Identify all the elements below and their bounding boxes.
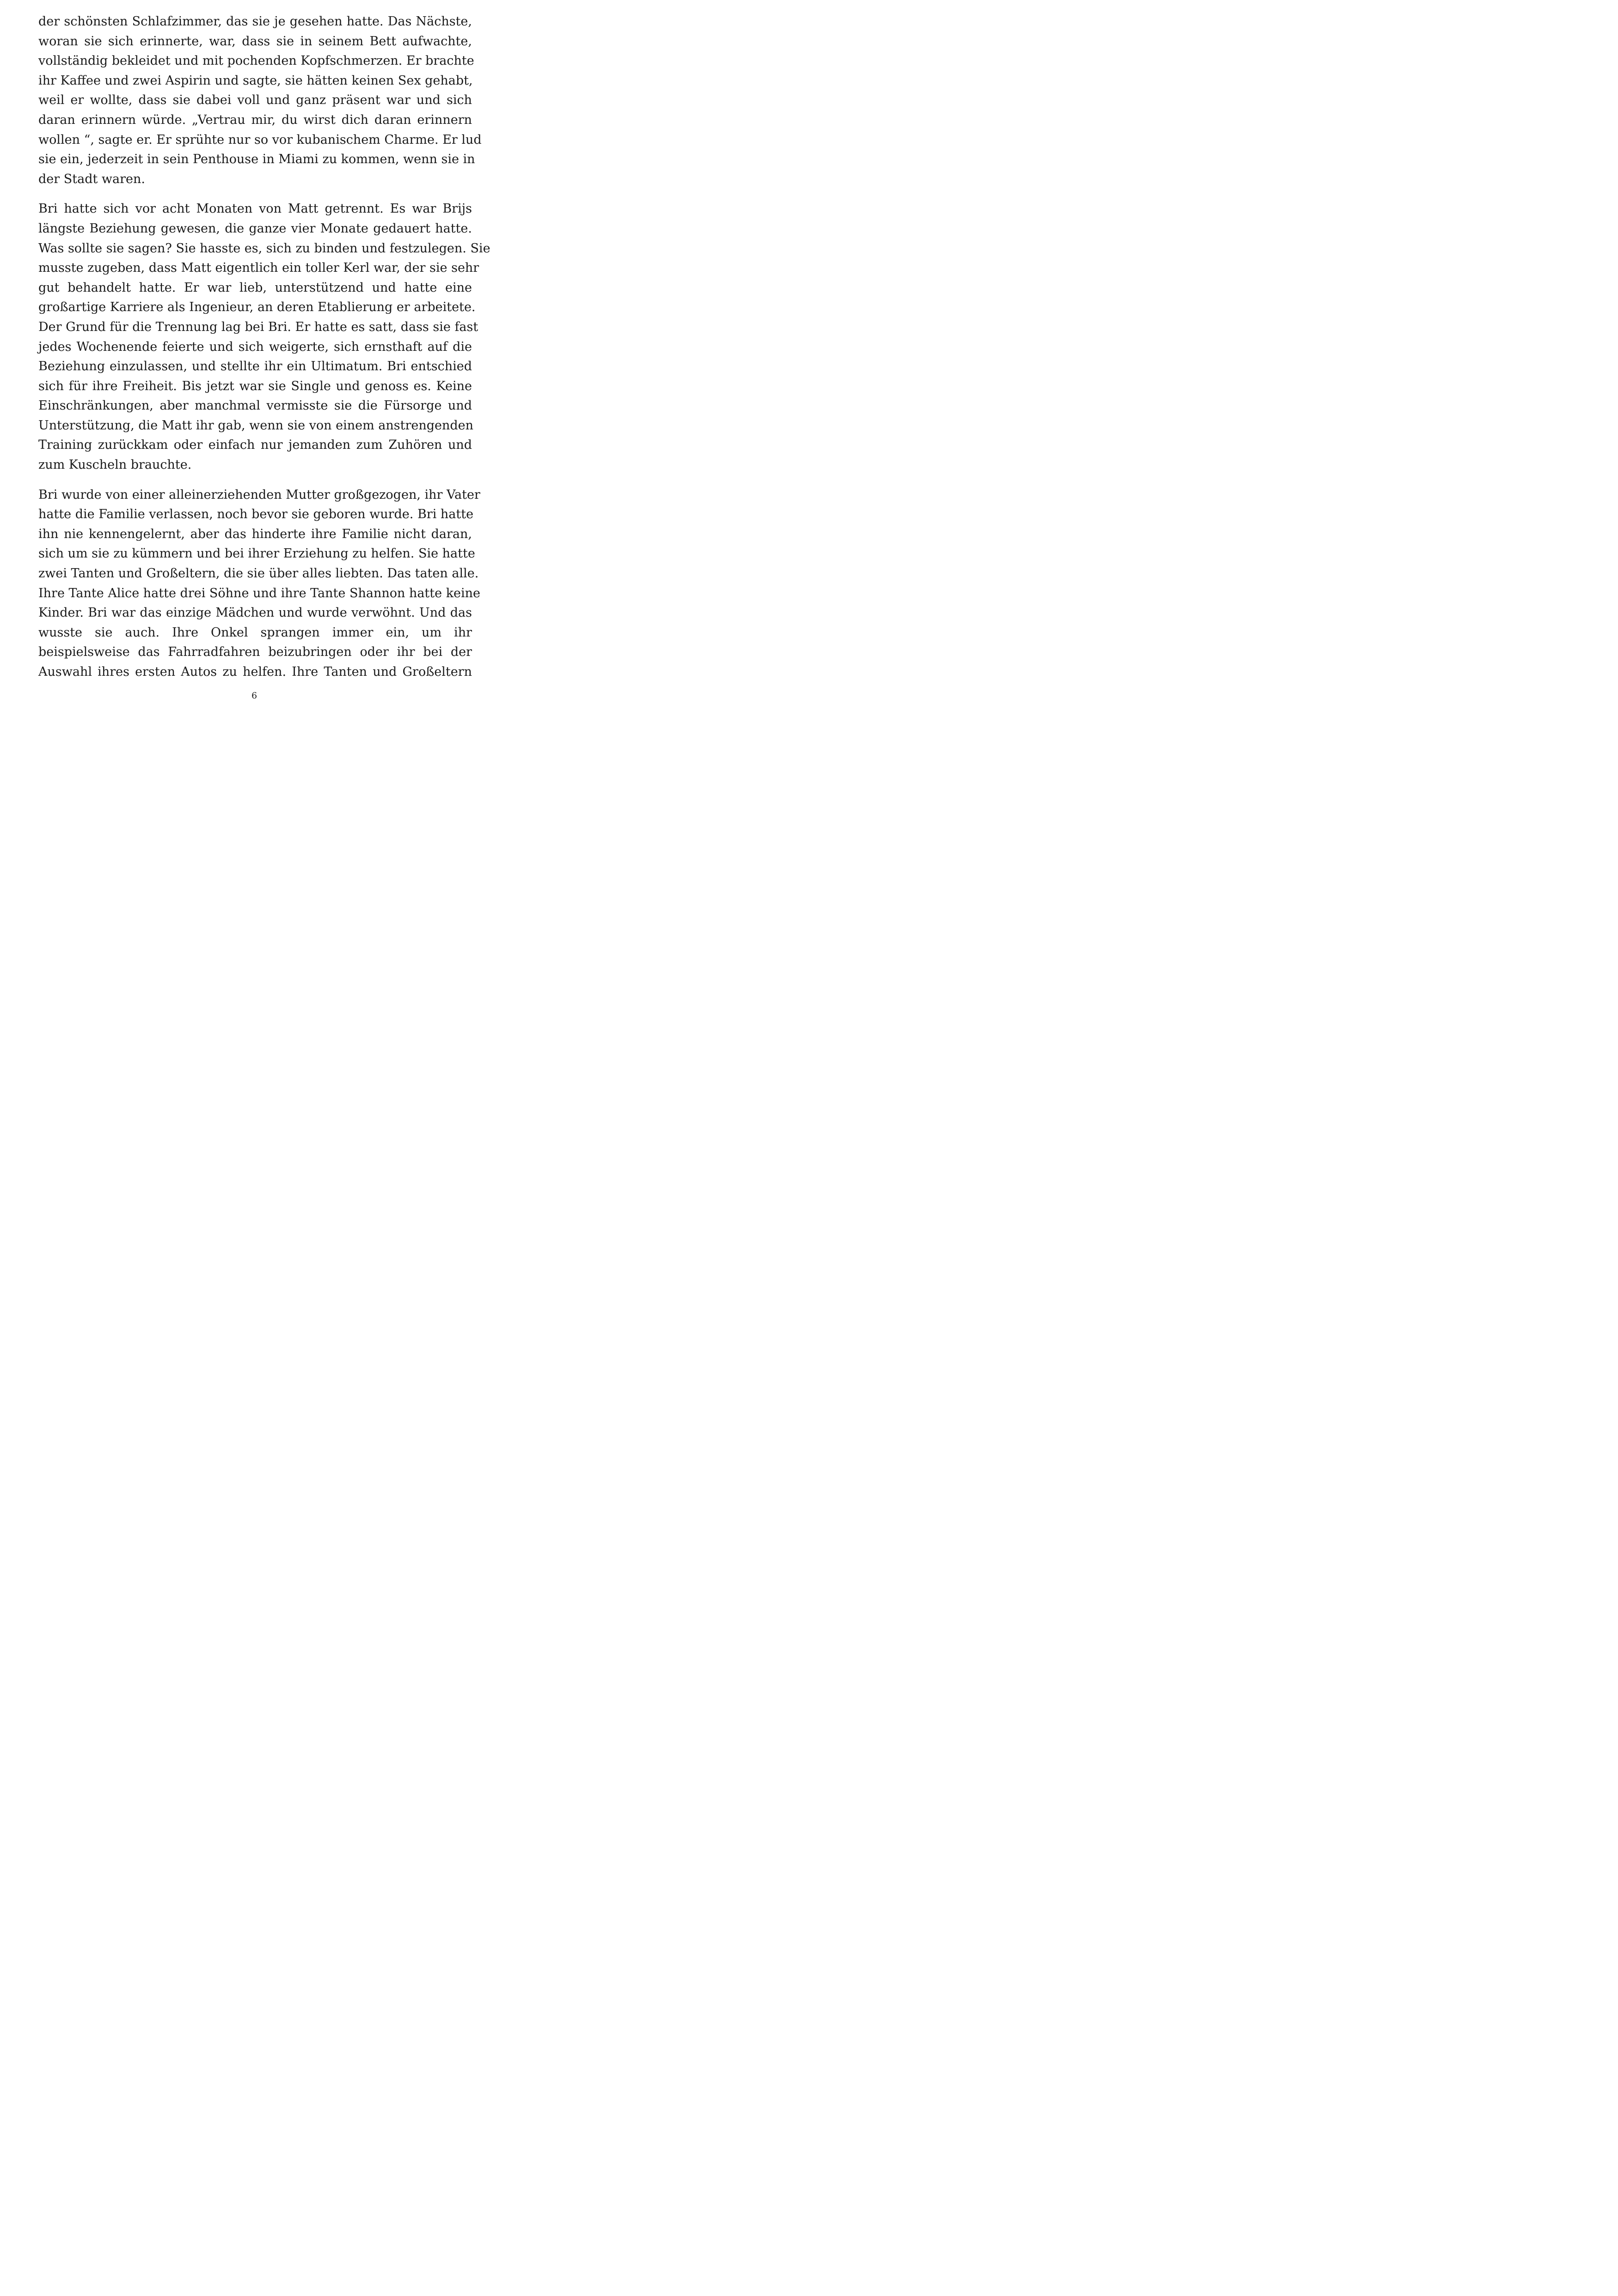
text-line: weil er wollte, dass sie dabei voll und ganz präsent war und sich [38,93,472,108]
text-line: jedes Wochenende feierte und sich weigerte, sich ernsthaft auf die [38,339,472,354]
text-line: Ihre Tante Alice hatte drei Söhne und ihre Tante Shannon hatte keine [38,586,481,600]
text-line: Bri wurde von einer alleinerziehenden Mutter großgezogen, ihr Vater [38,487,480,502]
text-line: wusste sie auch. Ihre Onkel sprangen immer ein, um ihr [38,625,472,640]
text-line: daran erinnern würde. „Vertrau mir, du wirst dich daran erinnern [38,112,472,127]
text-line: sich um sie zu kümmern und bei ihrer Erziehung zu helfen. Sie hatte [38,546,475,561]
document-page [0,0,509,722]
paragraph [38,199,490,475]
text-line: zum Kuscheln brauchte. [38,458,192,472]
text-line: Unterstützung, die Matt ihr gab, wenn sie von einem anstrengenden [38,418,474,433]
text-line: Kinder. Bri war das einzige Mädchen und wurde verwöhnt. Und das [38,606,472,620]
text-line: Der Grund für die Trennung lag bei Bri. Er hatte es satt, dass sie fast [38,319,478,334]
text-line: beispielsweise das Fahrradfahren beizubringen oder ihr bei der [38,645,472,660]
text-line: Beziehung einzulassen, und stellte ihr ein Ultimatum. Bri entschied [38,359,472,374]
text-line: sich für ihre Freiheit. Bis jetzt war sie Single und genoss es. Keine [38,379,472,393]
text-line: ihn nie kennengelernt, aber das hinderte ihre Familie nicht daran, [38,527,472,541]
text-line: gut behandelt hatte. Er war lieb, unterstützend und hatte eine [38,280,472,295]
text-line: ihr Kaffee und zwei Aspirin und sagte, sie hätten keinen Sex gehabt, [38,73,473,88]
paragraph [38,12,482,189]
text-line: Was sollte sie sagen? Sie hasste es, sich zu binden und festzulegen. Sie [38,241,490,256]
text-line: Einschränkungen, aber manchmal vermisste sie die Fürsorge und [38,398,472,413]
text-line: sie ein, jederzeit in sein Penthouse in Miami zu kommen, wenn sie in [38,152,475,167]
text-line: der schönsten Schlafzimmer, das sie je gesehen hatte. Das Nächste, [38,14,472,29]
text-line: Bri hatte sich vor acht Monaten von Matt getrennt. Es war Brijs [38,202,472,216]
text-line: längste Beziehung gewesen, die ganze vier Monate gedauert hatte. [38,221,472,236]
page-number: 6 [251,691,257,701]
text-line: großartige Karriere als Ingenieur, an deren Etablierung er arbeitete. [38,300,476,315]
text-line: zwei Tanten und Großeltern, die sie über alles liebten. Das taten alle. [38,566,479,581]
text-line: musste zugeben, dass Matt eigentlich ein toller Kerl war, der sie sehr [38,261,479,276]
text-line: Auswahl ihres ersten Autos zu helfen. Ihre Tanten und Großeltern [38,665,472,679]
text-line: wollen “, sagte er. Er sprühte nur so vor kubanischem Charme. Er lud [38,132,482,147]
text-line: vollständig bekleidet und mit pochenden Kopfschmerzen. Er brachte [38,54,474,68]
paragraph [38,485,481,682]
text-line: hatte die Familie verlassen, noch bevor sie geboren wurde. Bri hatte [38,507,474,522]
body-text [38,12,490,692]
text-line: Training zurückkam oder einfach nur jemanden zum Zuhören und [38,438,472,453]
text-line: woran sie sich erinnerte, war, dass sie in seinem Bett aufwachte, [38,34,472,49]
text-line: der Stadt waren. [38,171,145,186]
